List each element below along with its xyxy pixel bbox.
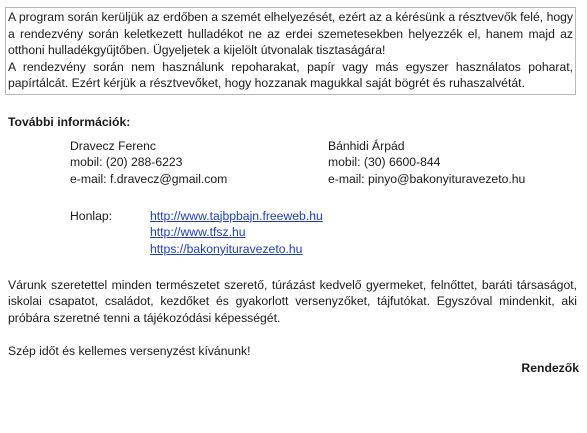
document-page — [8, 7, 577, 377]
signature: Rendezők — [521, 360, 579, 375]
contact-email: e-mail: pinyo@bakonyituravezeto.hu — [328, 171, 526, 186]
homepage-section — [8, 208, 577, 260]
contact-name: Dravecz Ferenc — [70, 138, 157, 153]
contact-card-dravecz — [70, 138, 310, 188]
invitation-paragraph: Várunk szeretettel minden természetet szerető, túrázást kedvelő gyermeket, felnőttet, baráti társaságot, iskolai csapatot, családot, kezdőket és gyakorlott versenyzőket, tájfutókat. Egyszóval mindenkit, aki próbára szeretné tenni a tájékozódási képességét. — [8, 277, 577, 325]
contact-mobile: mobil: (30) 6600-844 — [328, 155, 441, 170]
closing-wish: Szép időt és kellemes versenyzést kívánunk! — [8, 344, 251, 359]
homepage-label: Honlap: — [70, 208, 113, 223]
contacts-section — [8, 138, 577, 192]
contact-card-banhidi — [328, 138, 568, 188]
contact-mobile: mobil: (20) 288-6223 — [70, 155, 183, 170]
homepage-links — [150, 208, 323, 258]
link-tfsz[interactable]: http://www.tfsz.hu — [150, 225, 246, 240]
notice-paragraph-waste: A program során kerüljük az erdőben a szemét elhelyezését, ezért az a kérésünk a résztvevők felé, hogy a rendezvény során keletkezett hulladékot ne az erdei szemetesekben helyezzék el, hanem majd az otthoni hulladékgyűjtőben. Ügyeljetek a kijelölt útvonalak tisztaságára! — [8, 10, 573, 58]
notice-paragraph-cups: A rendezvény során nem használunk repoharakat, papír vagy más egyszer használatos poharat, papírtálcát. Ezért kérjük a résztvevőket, hogy hozzanak magukkal saját bögrét és ruhaszalvétát. — [8, 59, 573, 91]
more-info-heading: További információk: — [8, 114, 131, 129]
notice-box — [5, 7, 576, 95]
link-bakonyituravezeto[interactable]: https://bakonyituravezeto.hu — [150, 241, 303, 256]
contact-name: Bánhidi Árpád — [328, 138, 405, 153]
link-tajbpbajn[interactable]: http://www.tajbpbajn.freeweb.hu — [150, 208, 323, 223]
contact-email: e-mail: f.dravecz@gmail.com — [70, 171, 228, 186]
